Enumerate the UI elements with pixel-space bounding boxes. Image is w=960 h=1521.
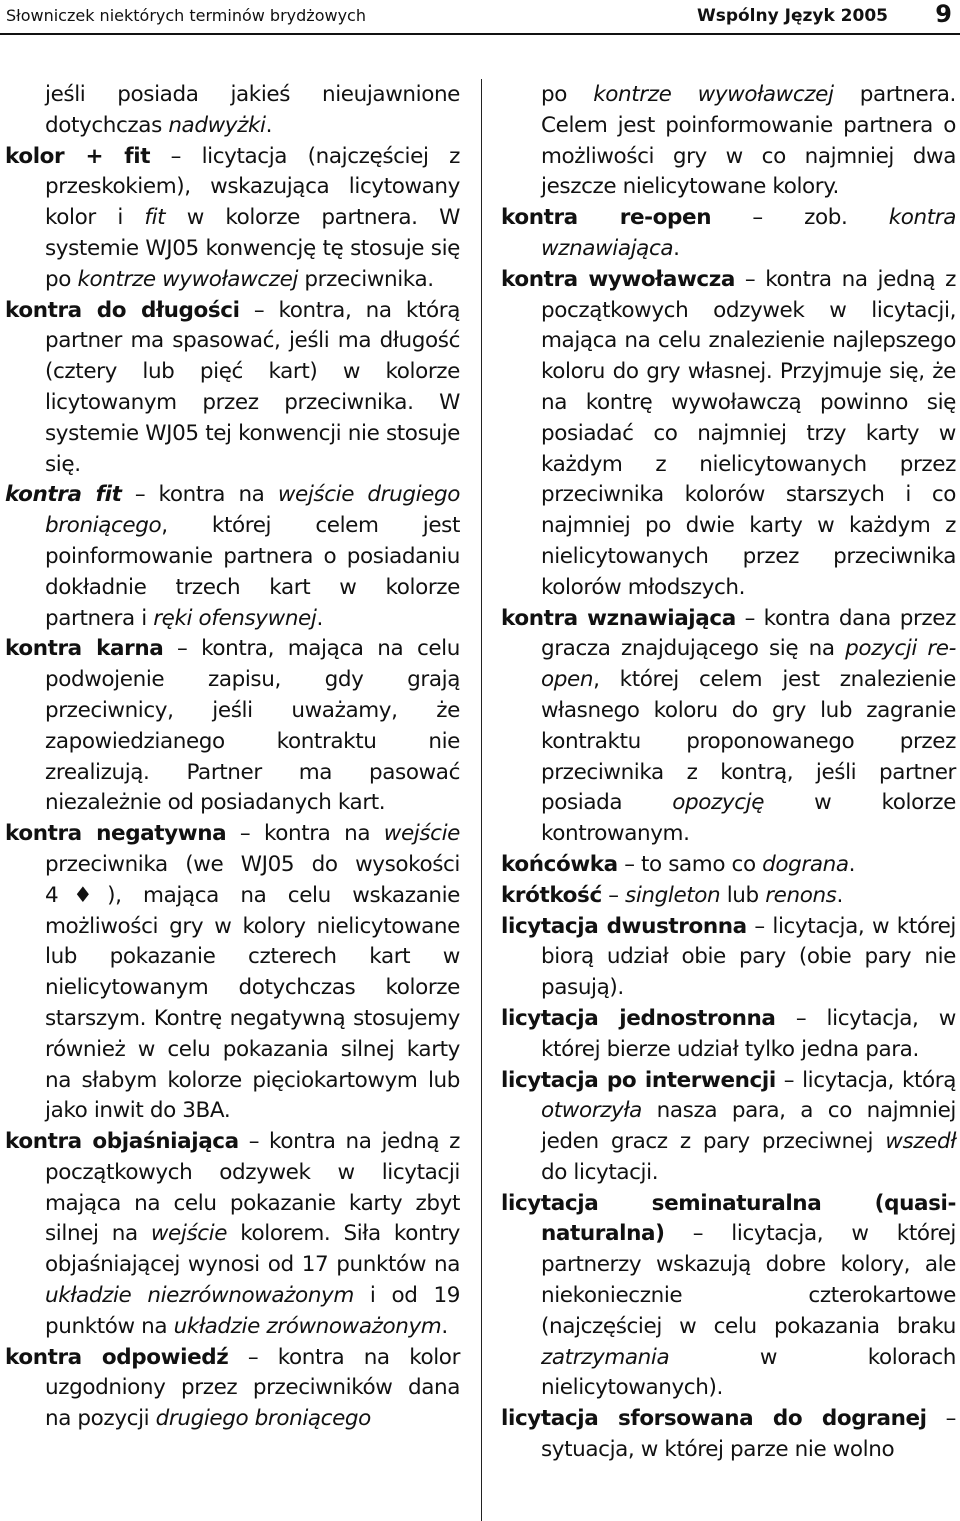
entry-term: kontra negatywna (5, 821, 227, 847)
glossary-entry-continued (5, 80, 460, 142)
glossary-entry (501, 604, 956, 850)
entry-text: i od 19 punktów na (45, 1283, 461, 1339)
entry-text: po (541, 82, 594, 107)
entry-ref: wejście (150, 1221, 228, 1247)
entry-text: – (601, 882, 626, 908)
entry-text: , której celem jest poinformowanie partnera o posiadaniu dokładnie trzech kart w kolorze partnera i (45, 513, 460, 631)
left-column (5, 80, 460, 1435)
entry-term: fit (95, 482, 122, 508)
entry-term: kontra wywoławcza (501, 266, 735, 292)
entry-ref: opozycję (672, 790, 765, 816)
entry-term: krótkość (501, 882, 602, 908)
entry-text: – kontra na kolor uzgodniony przez przeciwników dana na pozycji (45, 1344, 461, 1432)
entry-text: . (836, 882, 843, 908)
entry-text: w kolorach nielicytowanych). (541, 1344, 956, 1401)
page-header (0, 0, 960, 34)
publication-title: Wspólny Język 2005 (696, 6, 888, 26)
entry-ref: renons (765, 882, 837, 908)
entry-text: w kolorze partnera. W systemie WJ05 konwencję tę stosuje się po (45, 205, 460, 292)
entry-ref: wszedł (885, 1129, 956, 1155)
entry-ref: drugiego broniącego (155, 1406, 371, 1432)
entry-text: . (441, 1313, 448, 1339)
entry-ref: wejście drugiego broniącego (45, 482, 460, 539)
right-column (501, 80, 956, 1466)
entry-text: partnera. Celem jest poinformowanie partnera o możliwości gry w co najmniej dwa jeszcze nielicytowane kolory. (541, 82, 956, 200)
entry-term: kontra wznawiająca (501, 605, 736, 631)
entry-text: – licytacja, którą (775, 1067, 956, 1093)
entry-text: – kontra na jedną z początkowych odzywek w licytacji, mająca na celu znalezienie najlepszego koloru do gry własnej. Przyjmuje się, że na kontrę wywoławczą powinno się posiadać co najmniej trzy karty w każdym z nielicytowanych przez przeciwnika kolorów starszych i co najmniej po dwie karty w każdym z nielicytowanych przez przeciwnika kolorów młodszych. (541, 266, 957, 600)
entry-text: – kontra na jedną z początkowych odzywek w licytacji mająca na celu pokazanie karty zbyt silnej na (45, 1129, 460, 1247)
glossary-entry (5, 480, 460, 634)
glossary-entry (501, 912, 956, 1004)
entry-text: – licytacja, w której partnerzy wskazują dobre kolory, ale niekoniecznie czterokartowe (najczęściej w celu pokazania braku (541, 1221, 956, 1339)
glossary-entry (501, 881, 956, 912)
entry-ref: układzie niezrównoważonym (45, 1283, 354, 1309)
glossary-entry (5, 296, 460, 481)
glossary-entry (5, 1343, 460, 1435)
entry-text: – kontra na (226, 821, 384, 847)
entry-ref: ręki ofensywnej (153, 605, 317, 631)
entry-text: – licytacja (najczęściej z przeskokiem), wskazująca licytowany kolor i (45, 143, 460, 231)
entry-term: kontra re-open (501, 205, 712, 231)
entry-term: końcówka (501, 851, 618, 877)
glossary-entry (501, 1004, 956, 1066)
glossary-entry (501, 265, 956, 604)
entry-text: w kolorze kontrowanym. (541, 790, 956, 847)
entry-text: – kontra, mająca na celu podwojenie zapisu, gdy grają przeciwnicy, jeśli uważamy, że zapowiedzianego kontraktu nie zrealizują. Partner ma pasować niezależnie od posiadanych kart. (45, 636, 460, 816)
entry-text: jeśli posiada jakieś nieujawnione dotychczas (45, 82, 460, 138)
entry-text: przeciwnika (we WJ05 do wysokości 4 (45, 851, 460, 908)
entry-ref: zatrzymania (541, 1344, 670, 1370)
entry-ref: fit (144, 205, 166, 231)
entry-term: licytacja seminaturalna (quasi-naturalna) (501, 1190, 956, 1247)
entry-term: kontra odpowiedź (5, 1344, 229, 1370)
entry-text: – sytuacja, w której parze nie wolno (541, 1406, 956, 1463)
entry-term: kontra do długości (5, 297, 240, 323)
entry-term: licytacja po interwencji (501, 1067, 776, 1093)
entry-term: licytacja jednostronna (501, 1005, 776, 1031)
section-title: Słowniczek niektórych terminów brydżowych (6, 6, 366, 25)
entry-text: , której celem jest znalezienie własnego koloru do gry lub zagranie kontraktu proponowanego przez przeciwnika z kontrą, jeśli partner posiada (541, 667, 956, 816)
entry-text: przeciwnika. (297, 266, 434, 292)
entry-text: – licytacja, w której biorą udział obie pary (obie pary nie pasują). (541, 913, 956, 1001)
page-number: 9 (935, 0, 952, 28)
glossary-entry (501, 1189, 956, 1405)
entry-text: – kontra, na którą partner ma spasować, jeśli ma długość (cztery lub pięć kart) w kolorze licytowanym przez przeciwnika. W systemie WJ05 tej konwencji nie stosuje się. (45, 297, 460, 477)
entry-text: do licytacji. (541, 1159, 659, 1185)
entry-text: nasza para, a co najmniej jeden gracz z pary przeciwnej (541, 1098, 956, 1155)
entry-ref: nadwyżki (168, 112, 266, 138)
entry-ref: otworzyła (541, 1098, 642, 1124)
entry-text: . (316, 605, 323, 631)
entry-text: – to samo co (617, 851, 763, 877)
entry-term: kontra objaśniająca (5, 1129, 239, 1155)
column-divider (481, 79, 482, 1521)
glossary-entry (501, 1066, 956, 1189)
entry-text: . (673, 235, 680, 261)
entry-ref: układzie zrównoważonym (173, 1313, 442, 1339)
entry-term: kontra (5, 482, 96, 508)
entry-text: ), mająca na celu wskazanie możliwości gry w kolory nielicytowane lub pokazanie czterech kart w nielicytowanym dotychczas kolorze starszym. Kontrę negatywną stosujemy również w celu pokazania silnej karty na słabym kolorze pięciokartowym lub jako inwit do 3BA. (45, 882, 460, 1124)
diamond-suit-icon: ♦ (58, 882, 108, 908)
entry-text: kolorem. Siła kontry objaśniającej wynosi od 17 punktów na (45, 1221, 460, 1278)
entry-term: kontra karna (5, 636, 164, 662)
glossary-entry (501, 203, 956, 265)
entry-text: – zob. (711, 205, 889, 231)
glossary-entry (5, 819, 460, 1127)
entry-term: kolor + fit (5, 143, 151, 169)
entry-text: . (265, 112, 273, 138)
entry-term: licytacja dwustronna (501, 913, 747, 939)
glossary-entry (501, 850, 956, 881)
entry-ref: kontrze wywoławczej (593, 82, 834, 107)
entry-text: lub (720, 882, 766, 908)
entry-text: – kontra na (121, 482, 278, 508)
entry-ref: kontrze wywoławczej (77, 266, 298, 292)
entry-ref: singleton (625, 882, 721, 908)
entry-ref: dograna (762, 851, 849, 877)
entry-text: – kontra dana przez gracza znajdującego się na (541, 605, 956, 662)
header-rule (0, 33, 960, 35)
entry-ref: wejście (383, 821, 460, 847)
glossary-entry-continued (501, 80, 956, 203)
entry-term: licytacja sforsowana do dogranej (501, 1406, 927, 1432)
glossary-entry (501, 1404, 956, 1466)
glossary-entry (5, 142, 460, 296)
entry-text: . (848, 851, 856, 877)
glossary-entry (5, 634, 460, 819)
entry-ref: pozycji re-open (541, 636, 956, 693)
entry-ref: kontra wznawiająca (541, 205, 956, 261)
glossary-entry (5, 1127, 460, 1343)
entry-text: – licytacja, w której bierze udział tylko jedna para. (541, 1005, 956, 1062)
